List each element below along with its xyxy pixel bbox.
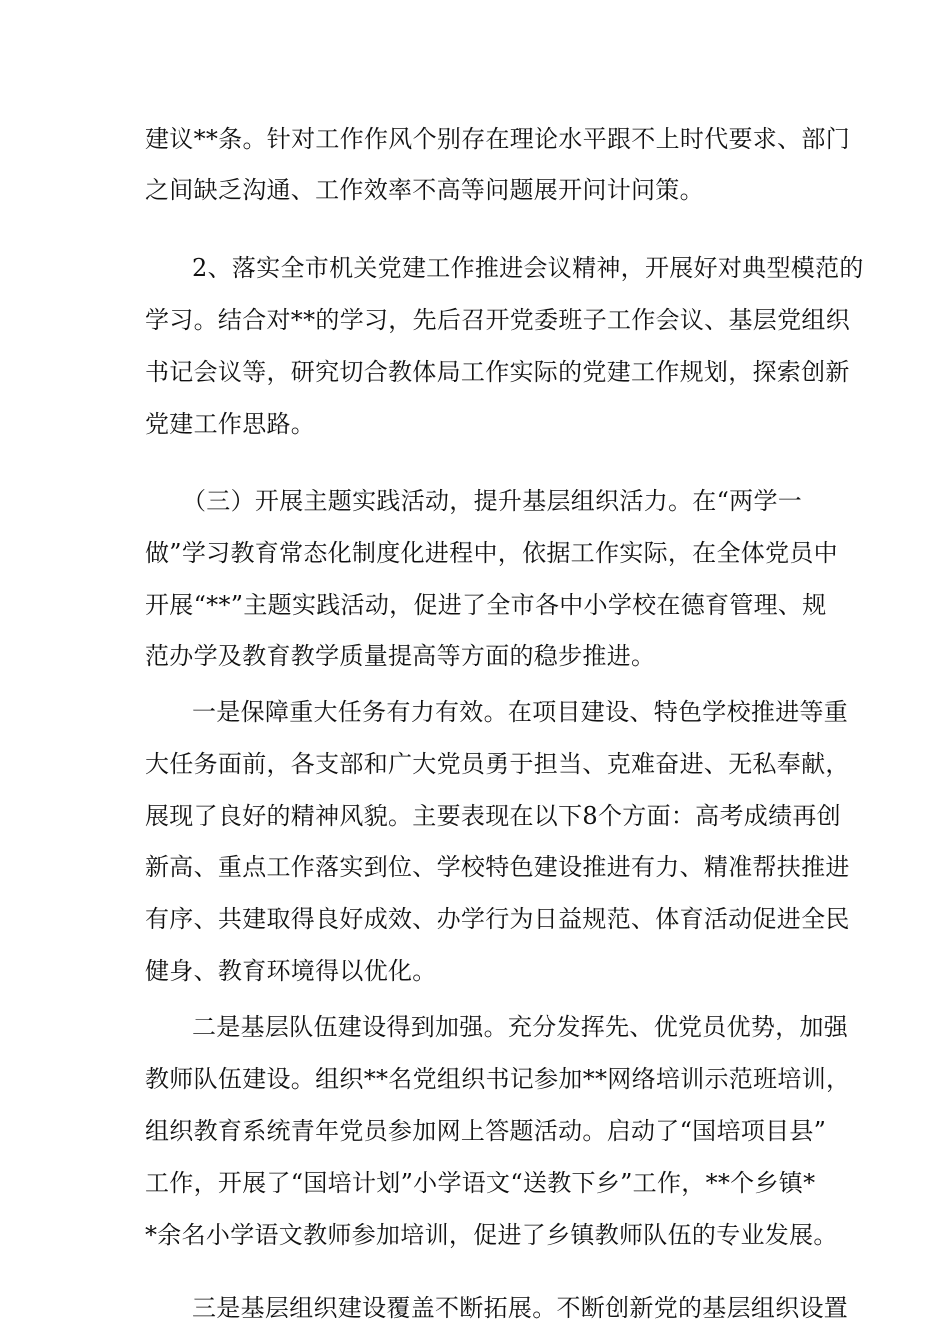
text-line: 有序、共建取得良好成效、办学行为日益规范、体育活动促进全民	[145, 905, 850, 933]
text-line: 学习。结合对**的学习，先后召开党委班子工作会议、基层党组织	[145, 306, 850, 334]
text-line: 展现了良好的精神风貌。主要表现在以下8个方面：高考成绩再创	[145, 802, 841, 830]
text-line: *余名小学语文教师参加培训，促进了乡镇教师队伍的专业发展。	[145, 1221, 838, 1249]
text-line: 范办学及教育教学质量提高等方面的稳步推进。	[145, 642, 656, 670]
text-line: 做”学习教育常态化制度化进程中，依据工作实际，在全体党员中	[145, 539, 838, 567]
text-line: 健身、教育环境得以优化。	[145, 957, 437, 985]
text-line: 二是基层队伍建设得到加强。充分发挥先、优党员优势，加强	[192, 1013, 849, 1041]
text-line: 党建工作思路。	[145, 410, 316, 438]
text-line: 教师队伍建设。组织**名党组织书记参加**网络培训示范班培训，	[145, 1065, 851, 1093]
text-line: 工作，开展了“国培计划”小学语文“送教下乡”工作，**个乡镇*	[145, 1169, 816, 1197]
text-line: 2、落实全市机关党建工作推进会议精神，开展好对典型模范的	[192, 254, 864, 282]
text-line: 组织教育系统青年党员参加网上答题活动。启动了“国培项目县”	[145, 1117, 827, 1145]
text-line: 三是基层组织建设覆盖不断拓展。不断创新党的基层组织设置	[192, 1294, 849, 1322]
text-line: 书记会议等，研究切合教体局工作实际的党建工作规划，探索创新	[145, 358, 850, 386]
text-line: 之间缺乏沟通、工作效率不高等问题展开问计问策。	[145, 176, 704, 204]
text-line: 建议**条。针对工作作风个别存在理论水平跟不上时代要求、部门	[145, 125, 850, 153]
text-line: 大任务面前，各支部和广大党员勇于担当、克难奋进、无私奉献，	[145, 750, 850, 778]
text-line: 新高、重点工作落实到位、学校特色建设推进有力、精准帮扶推进	[145, 853, 850, 881]
text-line: （三）开展主题实践活动，提升基层组织活力。在“两学一	[182, 487, 803, 515]
text-line: 一是保障重大任务有力有效。在项目建设、特色学校推进等重	[192, 698, 849, 726]
text-line: 开展“**”主题实践活动，促进了全市各中小学校在德育管理、规	[145, 591, 827, 619]
